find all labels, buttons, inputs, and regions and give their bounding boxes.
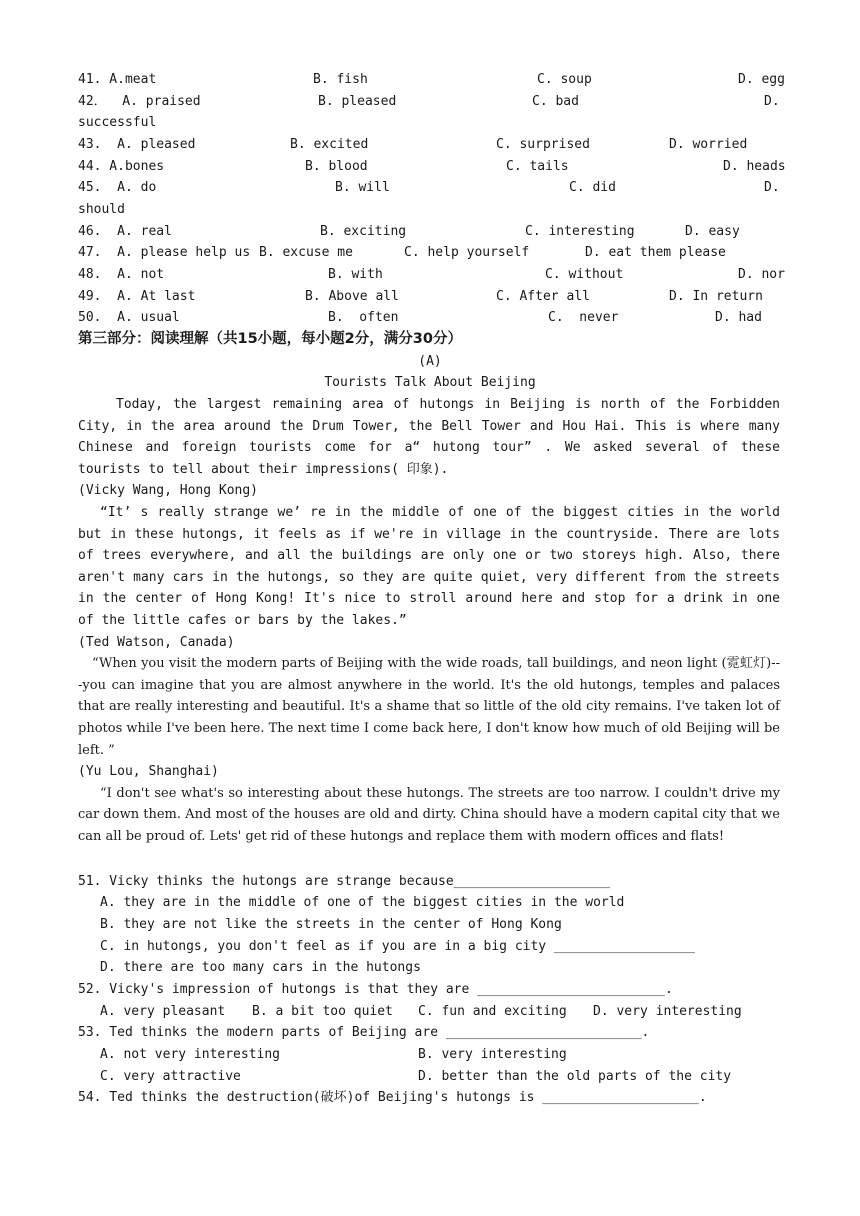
speaker-vicky: (Vicky Wang, Hong Kong) <box>78 483 259 499</box>
q53-options-ab: A. not very interesting B. very interesting <box>100 1047 567 1062</box>
option-row-45-wrap: should <box>78 202 125 217</box>
option-row-47: 47. A. please help us B. excuse me C. help yourself D. eat them please <box>78 245 726 260</box>
q51-option-b: B. they are not like the streets in the center of Hong Kong <box>100 917 562 932</box>
part3-heading: 第三部分：阅读理解（共15小题，每小题2分，满分30分） <box>78 331 462 347</box>
question-54: 54. Ted thinks the destruction(破坏)of Beijing's hutongs is ____________________. <box>78 1090 707 1105</box>
option-row-44: 44. A.bones B. blood C. tails D. heads <box>78 159 786 174</box>
quote-ted: “When you visit the modern parts of Beijing with the wide roads, tall buildings, and neon light (霓虹灯)---you can imagine that you are almost anywhere in the world. It's the old hutongs, temples and palaces that are really interesting and beautiful. It's a shame that so little of the old city remains. I've taken lot of photos while I've been here. The next time I come back here, I don't know how much of old Beijing will be left. ” <box>78 656 780 758</box>
option-row-42: 42． A. praised B. pleased C. bad D. <box>78 94 780 109</box>
passage-title: Tourists Talk About Beijing <box>324 375 536 390</box>
q51-option-d: D. there are too many cars in the hutongs <box>100 960 421 975</box>
intro-paragraph: Today, the largest remaining area of hutongs in Beijing is north of the Forbidden City, in the area around the Drum Tower, the Bell Tower and Hou Hai. This is where many Chinese and foreign tourists come for a“ hutong tour” . We asked several of these tourists to tell about their impressions( 印象). <box>78 397 780 477</box>
passage-body <box>78 394 780 847</box>
option-row-46: 46. A. real B. exciting C. interesting D. easy <box>78 224 740 239</box>
question-53: 53. Ted thinks the modern parts of Beijing are _________________________. <box>78 1025 650 1040</box>
option-row-48: 48. A. not B. with C. without D. nor <box>78 267 785 282</box>
q51-option-c: C. in hutongs, you don't feel as if you are in a big city __________________ <box>100 939 695 954</box>
q52-options: A. very pleasant B. a bit too quiet C. fun and exciting D. very interesting <box>100 1004 742 1019</box>
option-row-43: 43. A. pleased B. excited C. surprised D. worried <box>78 137 748 152</box>
quote-yu: “I don't see what's so interesting about these hutongs. The streets are too narrow. I couldn't drive my car down them. And most of the houses are old and dirty. China should have a modern capital city that we can all be proud of. Lets' get rid of these hutongs and replace them with modern offices and flats! <box>78 785 780 844</box>
question-51: 51. Vicky thinks the hutongs are strange because____________________ <box>78 874 611 889</box>
quote-vicky: “It’ s really strange we’ re in the middle of one of the biggest cities in the world but in these hutongs, it feels as if we're in village in the countryside. There are lots of trees everywhere, and all the buildings are only one or two storeys high. Also, there aren't many cars in the hutongs, so they are quite quiet, very different from the streets in the center of Hong Kong! It's nice to stroll around here and stop for a drink in one of the little cafes or bars by the lakes.” <box>78 504 780 628</box>
option-row-49: 49. A. At last B. Above all C. After all D. In return <box>78 289 763 304</box>
question-52: 52. Vicky's impression of hutongs is that they are ________________________. <box>78 982 673 997</box>
speaker-yu: (Yu Lou, Shanghai) <box>78 764 219 780</box>
option-row-45: 45. A. do B. will C. did D. <box>78 180 780 195</box>
speaker-ted: (Ted Watson, Canada) <box>78 634 235 650</box>
option-row-42-wrap: successful <box>78 115 157 130</box>
q53-options-cd: C. very attractive D. better than the old parts of the city <box>100 1069 732 1084</box>
option-row-41: 41. A.meat B. fish C. soup D. egg <box>78 72 785 87</box>
q51-option-a: A. they are in the middle of one of the biggest cities in the world <box>100 895 625 910</box>
passage-label: (A) <box>418 354 442 369</box>
option-row-50: 50. A. usual B. often C. never D. had <box>78 310 762 325</box>
